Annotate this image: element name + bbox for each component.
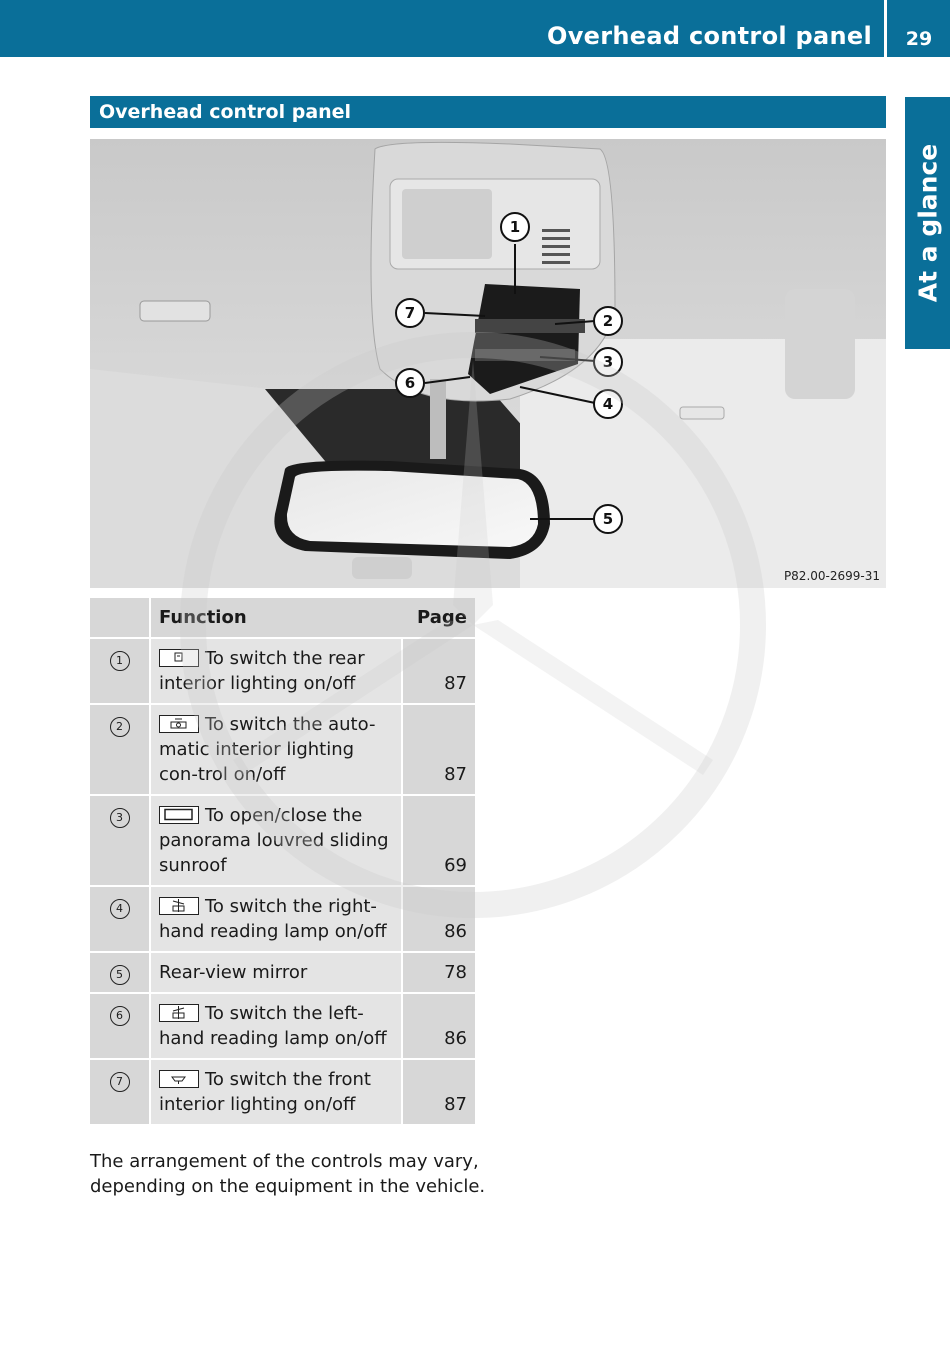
table-row <box>90 795 475 886</box>
table-row <box>90 704 475 795</box>
table-row <box>90 886 475 952</box>
row-text: To switch the left-hand reading lamp on/off <box>159 1003 387 1049</box>
header-number <box>90 598 150 638</box>
callout-5: 5 <box>602 510 614 528</box>
header-page: Page <box>402 598 475 638</box>
callout-7: 7 <box>404 304 416 322</box>
side-tab[interactable] <box>905 97 950 349</box>
table-row <box>90 638 475 704</box>
page-number: 29 <box>905 28 933 50</box>
row-page[interactable]: 86 <box>402 886 475 952</box>
row-page[interactable]: 69 <box>402 795 475 886</box>
photo-illustration <box>90 139 886 588</box>
callout-3: 3 <box>602 353 614 371</box>
row-number: 1 <box>110 651 130 671</box>
front-light-icon <box>159 1070 199 1088</box>
auto-light-icon <box>159 715 199 733</box>
row-page[interactable]: 87 <box>402 704 475 795</box>
table-row <box>90 993 475 1059</box>
callout-2: 2 <box>602 312 614 330</box>
sunroof-icon <box>159 806 199 824</box>
row-number: 7 <box>110 1072 130 1092</box>
table-row <box>90 1059 475 1125</box>
rear-light-icon <box>159 649 199 667</box>
side-tab-label: At a glance <box>913 143 942 303</box>
header-divider <box>884 0 887 57</box>
header-bar <box>0 0 950 57</box>
callout-1: 1 <box>509 218 521 236</box>
row-number: 3 <box>110 808 130 828</box>
row-text: To open/close the panorama louvred sliding sunroof <box>159 805 389 876</box>
row-text: To switch the right-hand reading lamp on/off <box>159 896 387 942</box>
callout-4: 4 <box>602 395 614 413</box>
callout-6: 6 <box>404 374 416 392</box>
reading-lamp-icon <box>159 1004 199 1022</box>
overhead-panel-photo <box>90 139 886 588</box>
row-page[interactable]: 87 <box>402 1059 475 1125</box>
row-number: 6 <box>110 1006 130 1026</box>
row-page[interactable]: 78 <box>402 952 475 993</box>
footnote: The arrangement of the controls may vary, depending on the equipment in the vehicle. <box>90 1151 486 1197</box>
row-text: Rear-view mirror <box>159 962 308 983</box>
table-row <box>90 952 475 993</box>
row-number: 2 <box>110 717 130 737</box>
row-number: 4 <box>110 899 130 919</box>
header-function: Function <box>150 598 402 638</box>
figure-code: P82.00-2699-31 <box>783 569 880 583</box>
function-table <box>90 598 475 1126</box>
row-text: To switch the rear interior lighting on/off <box>159 648 365 694</box>
header-title: Overhead control panel <box>547 22 872 50</box>
row-number: 5 <box>110 965 130 985</box>
row-text: To switch the auto-matic interior lighting con-trol on/off <box>159 714 376 785</box>
row-page[interactable]: 87 <box>402 638 475 704</box>
reading-lamp-icon <box>159 897 199 915</box>
row-page[interactable]: 86 <box>402 993 475 1059</box>
section-title: Overhead control panel <box>90 96 886 128</box>
row-text: To switch the front interior lighting on/off <box>159 1069 371 1115</box>
table-header-row <box>90 598 475 638</box>
